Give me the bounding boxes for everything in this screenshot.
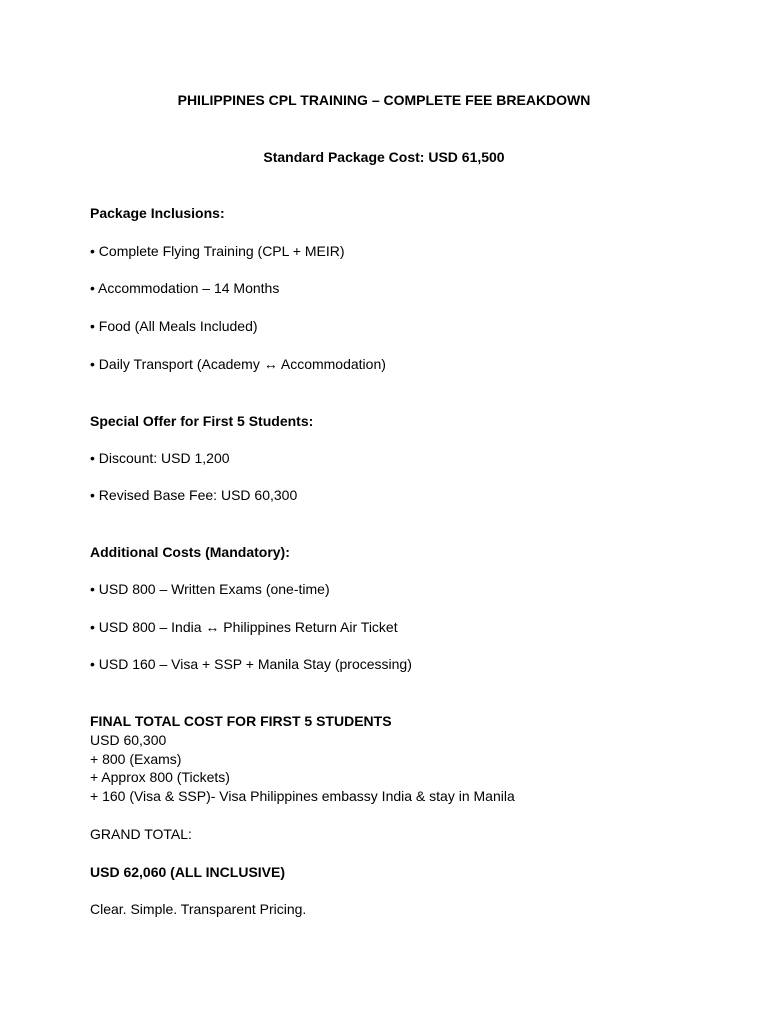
final-total-line: + 800 (Exams) [90, 751, 182, 767]
final-total-line: + Approx 800 (Tickets) [90, 769, 230, 785]
special-offer-heading: Special Offer for First 5 Students: [90, 413, 314, 429]
standard-cost: Standard Package Cost: USD 61,500 [263, 149, 505, 165]
final-total-line: + 160 (Visa & SSP)- Visa Philippines embassy India & stay in Manila [90, 788, 515, 804]
special-offer-item: • Discount: USD 1,200 [90, 450, 230, 466]
additional-costs-heading: Additional Costs (Mandatory): [90, 544, 290, 560]
inclusions-heading: Package Inclusions: [90, 205, 225, 221]
additional-cost-item: • USD 800 – India ↔ Philippines Return Air Ticket [90, 619, 398, 635]
inclusion-item: • Food (All Meals Included) [90, 318, 258, 334]
tagline: Clear. Simple. Transparent Pricing. [90, 901, 307, 917]
inclusion-item: • Complete Flying Training (CPL + MEIR) [90, 243, 345, 259]
special-offer-item: • Revised Base Fee: USD 60,300 [90, 487, 298, 503]
additional-cost-item: • USD 800 – Written Exams (one-time) [90, 581, 330, 597]
inclusion-item: • Accommodation – 14 Months [90, 280, 280, 296]
grand-total-value: USD 62,060 (ALL INCLUSIVE) [90, 864, 286, 880]
final-total-heading: FINAL TOTAL COST FOR FIRST 5 STUDENTS [90, 713, 392, 729]
final-total-line: USD 60,300 [90, 732, 167, 748]
inclusion-item: • Daily Transport (Academy ↔ Accommodation) [90, 356, 386, 372]
document-title: PHILIPPINES CPL TRAINING – COMPLETE FEE BREAKDOWN [177, 92, 591, 108]
grand-total-label: GRAND TOTAL: [90, 826, 192, 842]
additional-cost-item: • USD 160 – Visa + SSP + Manila Stay (processing) [90, 656, 412, 672]
